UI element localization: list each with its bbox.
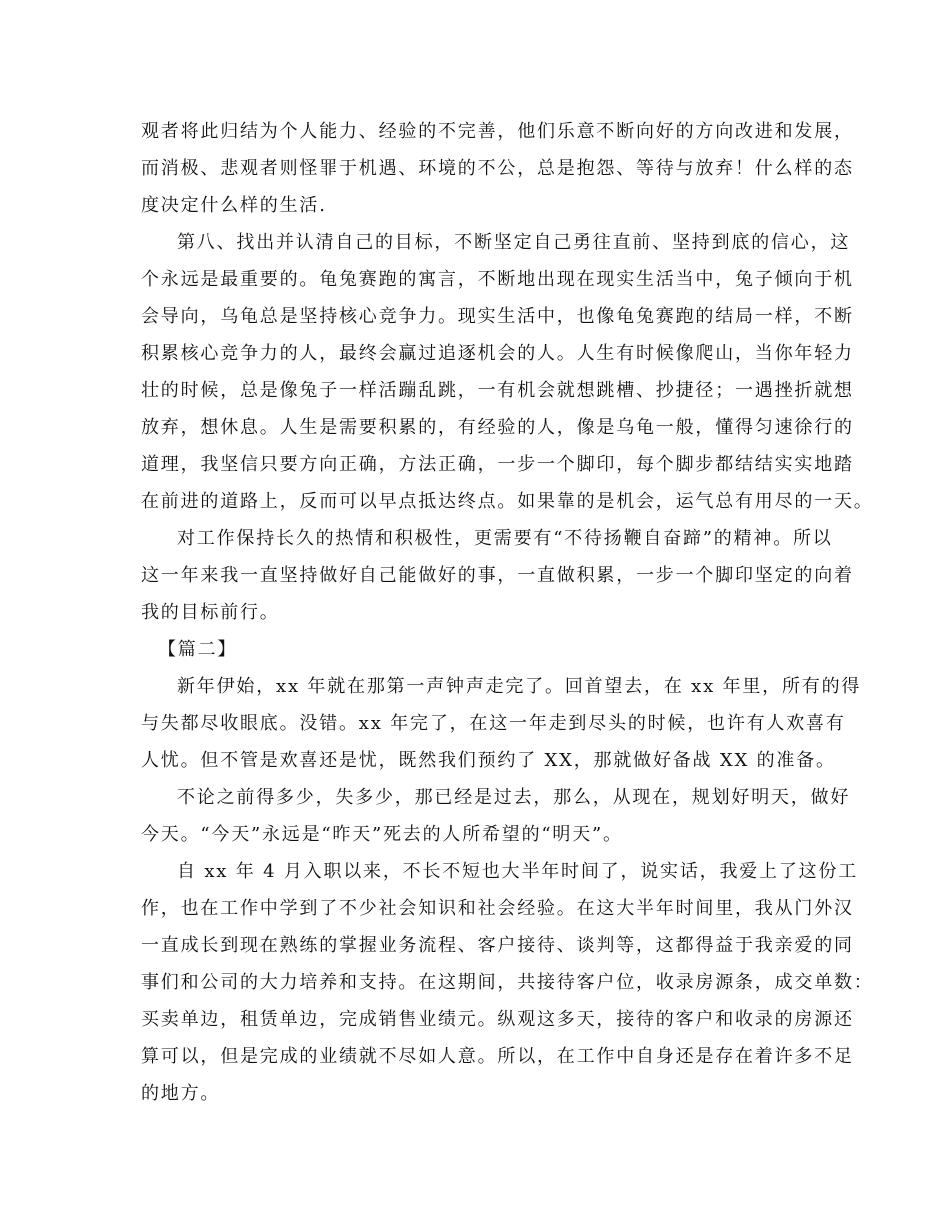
paragraph-line: 算可以，但是完成的业绩就不尽如人意。所以，在工作中自身还是存在着许多不足 [141,1046,854,1067]
paragraph-line: 一直成长到现在熟练的掌握业务流程、客户接待、谈判等，这都得益于我亲爱的同 [141,935,854,956]
paragraph-line: 观者将此归结为个人能力、经验的不完善，他们乐意不断向好的方向改进和发展， [141,121,854,142]
paragraph-line: 度决定什么样的生活. [141,195,327,216]
paragraph-first-line: 第八、找出并认清自己的目标，不断坚定自己勇往直前、坚持到底的信心，这 [177,232,851,253]
paragraph-line: 事们和公司的大力培养和支持。在这期间，共接待客户位，收录房源条，成交单数： [141,972,874,993]
paragraph-line: 人忧。但不管是欢喜还是忧，既然我们预约了 XX，那就做好备战 XX 的准备。 [141,750,836,771]
paragraph-line: 作，也在工作中学到了不少社会知识和社会经验。在这大半年时间里，我从门外汉 [141,898,854,919]
section-heading: 【篇二】 [158,639,238,660]
paragraph-first-line: 对工作保持长久的热情和积极性，更需要有“不待扬鞭自奋蹄”的精神。所以 [177,528,833,549]
paragraph-line: 放弃，想休息。人生是需要积累的，有经验的人，像是乌龟一般，懂得匀速徐行的 [141,417,854,438]
paragraph-line: 这一年来我一直坚持做好自己能做好的事，一直做积累，一步一个脚印坚定的向着 [141,565,854,586]
paragraph-line: 而消极、悲观者则怪罪于机遇、环境的不公，总是抱怨、等待与放弃！什么样的态 [141,158,854,179]
paragraph-line: 买卖单边，租赁单边，完成销售业绩元。纵观这多天，接待的客户和收录的房源还 [141,1009,854,1030]
paragraph-line: 会导向，乌龟总是坚持核心竞争力。现实生活中，也像龟兔赛跑的结局一样，不断 [141,306,854,327]
paragraph-line: 壮的时候，总是像兔子一样活蹦乱跳，一有机会就想跳槽、抄捷径；一遇挫折就想 [141,380,854,401]
paragraph-first-line: 自 xx 年 4 月入职以来，不长不短也大半年时间了，说实话，我爱上了这份工 [177,861,859,882]
paragraph-line: 我的目标前行。 [141,602,280,623]
paragraph-line: 与失都尽收眼底。没错。xx 年完了，在这一年走到尽头的时候，也许有人欢喜有 [141,713,846,734]
paragraph-first-line: 新年伊始，xx 年就在那第一声钟声走完了。回首望去，在 xx 年里，所有的得 [177,676,862,697]
paragraph-line: 的地方。 [141,1083,221,1104]
paragraph-line: 个永远是最重要的。龟兔赛跑的寓言，不断地出现在现实生活当中，兔子倾向于机 [141,269,854,290]
paragraph-line: 在前进的道路上，反而可以早点抵达终点。如果靠的是机会，运气总有用尽的一天。 [141,491,874,512]
paragraph-line: 积累核心竞争力的人，最终会赢过追逐机会的人。人生有时候像爬山，当你年轻力 [141,343,854,364]
paragraph-first-line: 不论之前得多少，失多少，那已经是过去，那么，从现在，规划好明天，做好 [177,787,851,808]
paragraph-line: 道理，我坚信只要方向正确，方法正确，一步一个脚印，每个脚步都结结实实地踏 [141,454,854,475]
paragraph-line: 今天。“今天”永远是“昨天”死去的人所希望的“明天”。 [141,824,623,845]
